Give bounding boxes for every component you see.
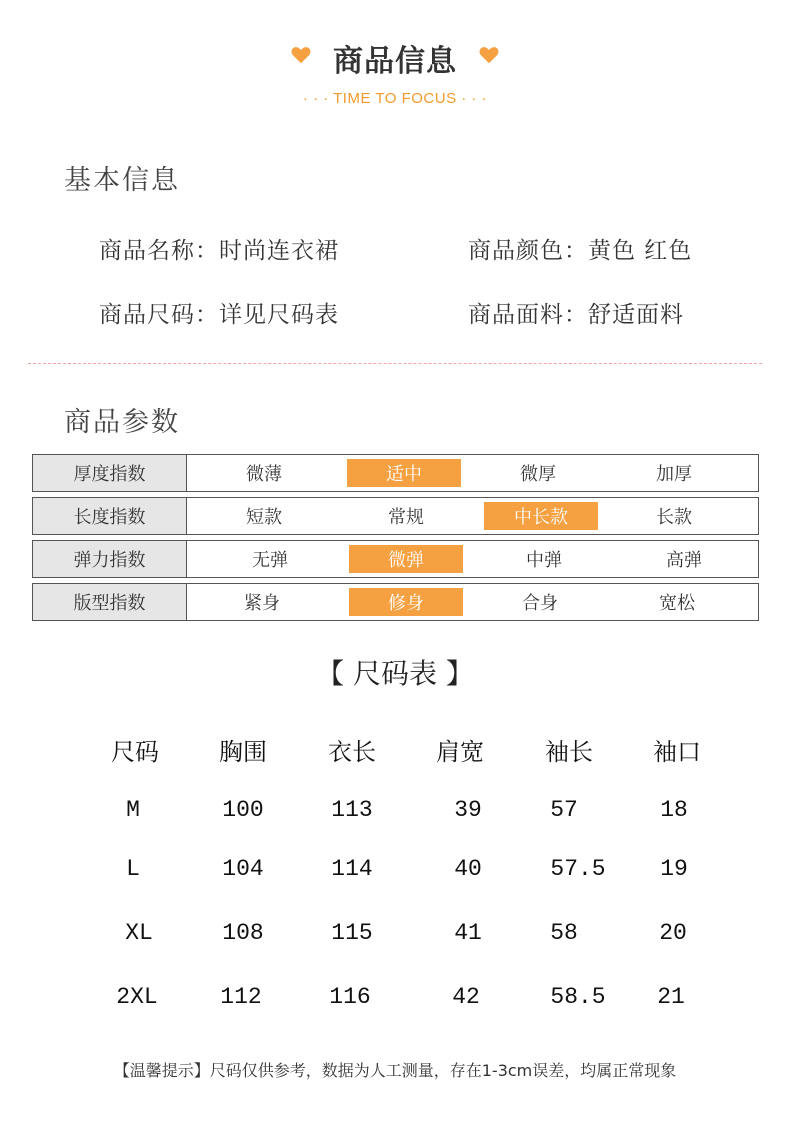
- size-cell: XL: [125, 920, 153, 946]
- size-cell: 39: [454, 797, 482, 823]
- size-header: 肩宽: [436, 738, 484, 766]
- page-subtitle: · · · TIME TO FOCUS · · ·: [302, 90, 488, 107]
- size-cell: 57: [550, 797, 578, 823]
- size-cell: 41: [454, 920, 482, 946]
- param-option: 常规: [388, 507, 424, 528]
- size-header: 衣长: [328, 738, 376, 766]
- param-option: 加厚: [656, 464, 692, 485]
- param-label: 版型指数: [33, 584, 187, 620]
- param-row-elasticity: [32, 540, 759, 578]
- size-cell: 104: [222, 856, 264, 882]
- info-product-size: 商品尺码：详见尺码表: [99, 302, 339, 328]
- size-cell: 116: [329, 984, 371, 1010]
- size-cell: 18: [660, 797, 688, 823]
- size-cell: 20: [659, 920, 687, 946]
- param-option: 紧身: [244, 593, 280, 614]
- page-title: 商品信息: [333, 44, 457, 79]
- param-row-length: [32, 497, 759, 535]
- param-row-fit: [32, 583, 759, 621]
- param-option: 短款: [246, 507, 282, 528]
- param-label: 弹力指数: [33, 541, 187, 577]
- size-chart-title: 【 尺码表 】: [316, 657, 474, 690]
- param-option-selected: 中长款: [514, 507, 568, 528]
- size-cell: 42: [452, 984, 480, 1010]
- size-header: 尺码: [111, 738, 159, 766]
- size-cell: 19: [660, 856, 688, 882]
- param-option: 微薄: [246, 464, 282, 485]
- params-title: 商品参数: [64, 407, 180, 438]
- param-option: 无弹: [252, 550, 288, 571]
- size-cell: 21: [657, 984, 685, 1010]
- size-cell: 114: [331, 856, 373, 882]
- size-cell: L: [126, 856, 140, 882]
- size-cell: 58.5: [550, 984, 606, 1010]
- divider: [28, 363, 762, 364]
- size-cell: 112: [220, 984, 262, 1010]
- info-product-fabric: 商品面料：舒适面料: [468, 302, 684, 328]
- size-header: 袖口: [653, 738, 701, 766]
- size-cell: 58: [550, 920, 578, 946]
- param-option: 微厚: [520, 464, 556, 485]
- heart-icon: [478, 44, 500, 66]
- param-option-selected: 修身: [388, 593, 424, 614]
- size-header: 袖长: [545, 738, 593, 766]
- size-cell: M: [126, 797, 140, 823]
- info-product-name: 商品名称：时尚连衣裙: [99, 238, 339, 264]
- size-cell: 2XL: [116, 984, 158, 1010]
- footer-tip: 【温馨提示】尺码仅供参考，数据为人工测量，存在1-3cm误差，均属正常现象: [113, 1061, 677, 1080]
- size-cell: 40: [454, 856, 482, 882]
- size-cell: 115: [331, 920, 373, 946]
- param-option: 中弹: [526, 550, 562, 571]
- size-cell: 113: [331, 797, 373, 823]
- param-option-selected: 微弹: [388, 550, 424, 571]
- size-header: 胸围: [219, 738, 267, 766]
- basic-info-title: 基本信息: [64, 165, 180, 196]
- param-option: 长款: [656, 507, 692, 528]
- size-cell: 57.5: [550, 856, 606, 882]
- size-cell: 100: [222, 797, 264, 823]
- param-label: 厚度指数: [33, 455, 187, 491]
- info-product-color: 商品颜色：黄色 红色: [468, 238, 693, 264]
- param-option-selected: 适中: [386, 464, 422, 485]
- param-label: 长度指数: [33, 498, 187, 534]
- size-cell: 108: [222, 920, 264, 946]
- param-row-thickness: [32, 454, 759, 492]
- param-option: 高弹: [666, 550, 702, 571]
- param-option: 宽松: [659, 593, 695, 614]
- param-option: 合身: [522, 593, 558, 614]
